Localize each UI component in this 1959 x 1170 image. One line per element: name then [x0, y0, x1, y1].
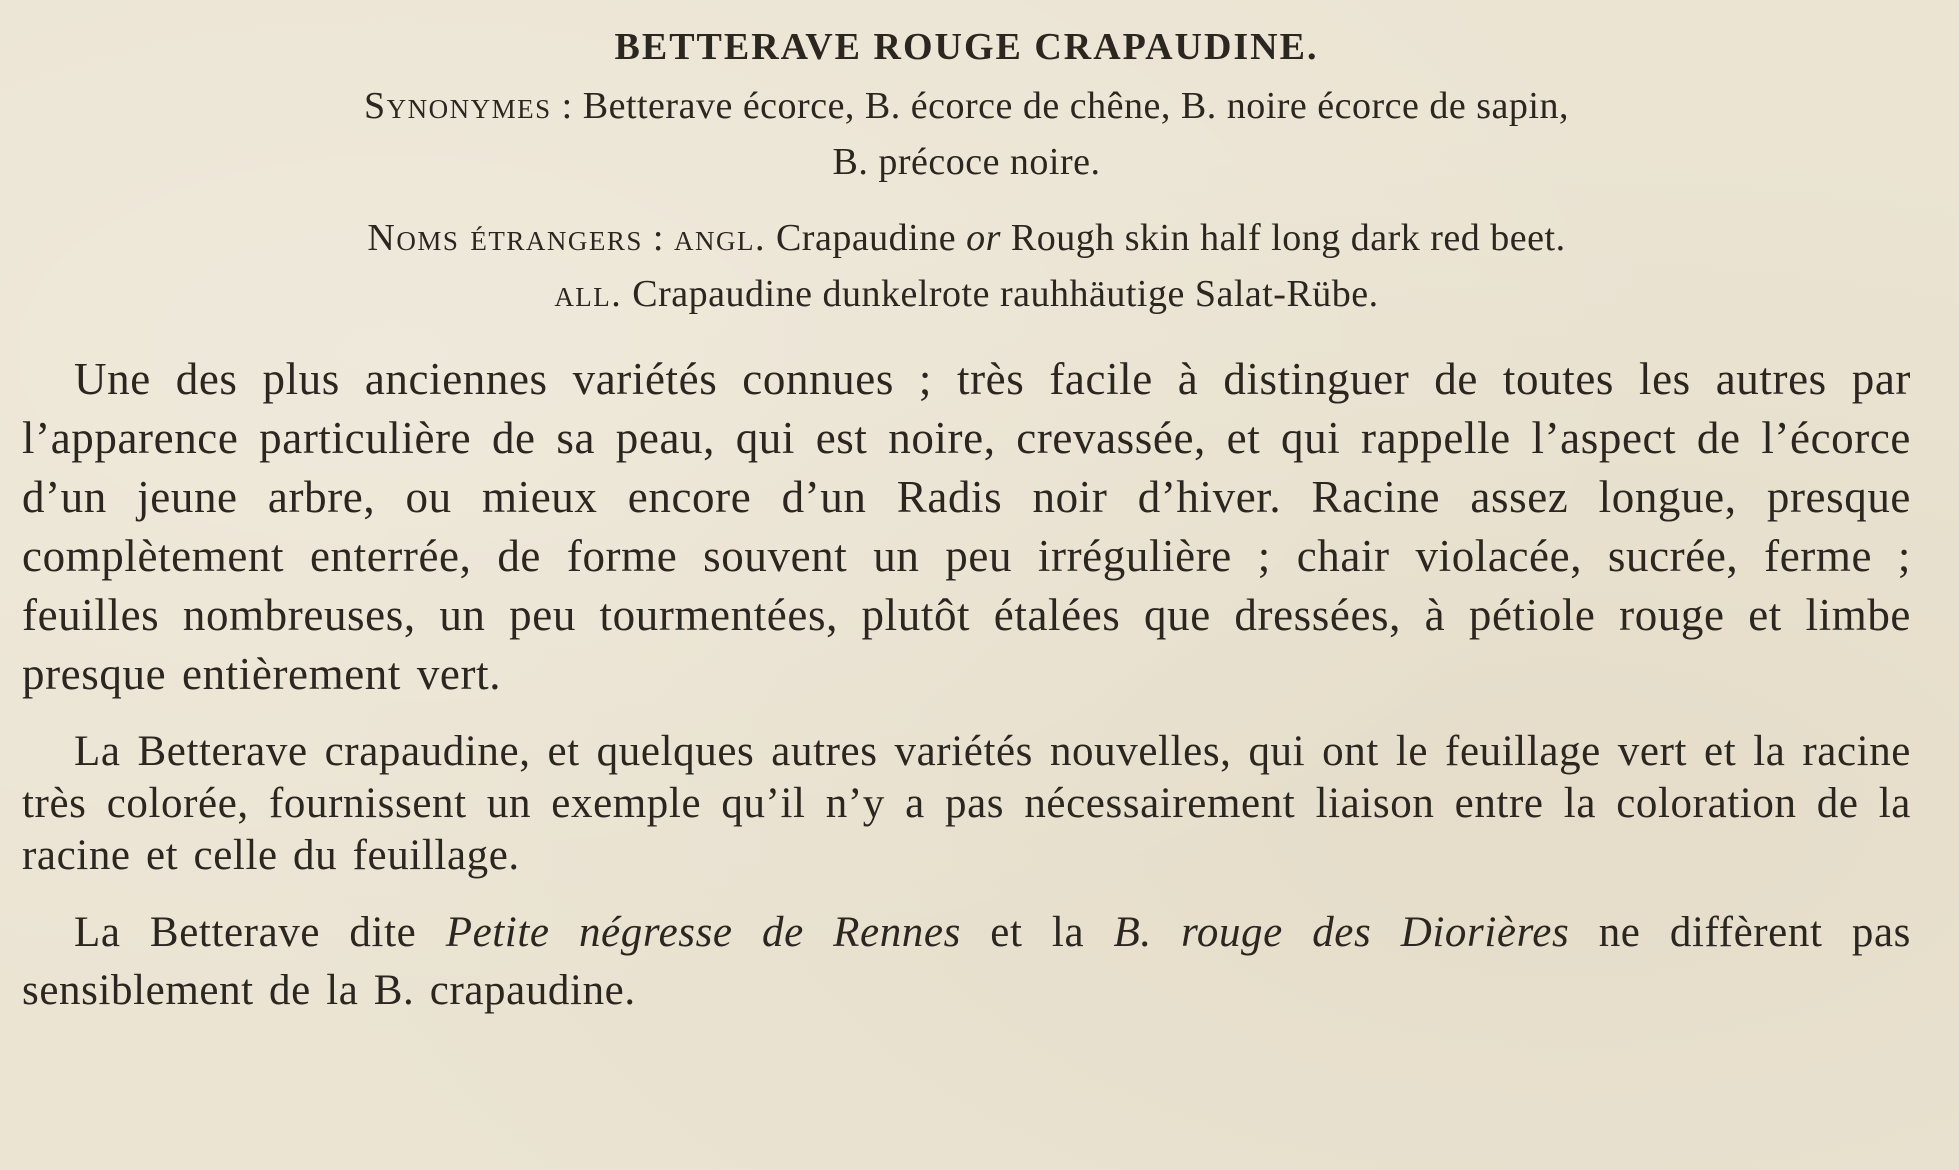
- p3-text-c: ne diffèrent pas sensiblement de la B. crapaudine.: [22, 909, 1912, 1014]
- foreign-names-line-2: [22, 266, 1911, 322]
- angl-text-b: Rough skin half long dark red beet.: [1000, 217, 1566, 259]
- foreign-names-separator: :: [642, 217, 674, 259]
- foreign-names-line-1: [22, 210, 1911, 266]
- all-label: all.: [554, 273, 623, 315]
- synonyms-text-1: Betterave écorce, B. écorce de chêne, B. noire écorce de sapin,: [582, 85, 1569, 127]
- synonyms-line-1: [22, 78, 1911, 134]
- angl-or: or: [966, 217, 1001, 259]
- p3-text-a: La Betterave dite: [74, 909, 446, 956]
- synonyms-line-2: [22, 134, 1911, 190]
- p3-variety-1: Petite négresse de Rennes: [445, 909, 961, 956]
- p3-text-b: et la: [960, 909, 1114, 956]
- angl-label: angl.: [673, 217, 766, 259]
- paragraph-description: Une des plus anciennes variétés connues ; très facile à distinguer de toutes les autres par l’apparence particulière de sa peau, qui est noire, crevassée, et qui rappelle l’aspect de l’écorce d’un jeune arbre, ou mieux encore d’un Radis noir d’hiver. Racine assez longue, presque complètement enterrée, de forme souvent un peu irrégulière ; chair violacée, sucrée, ferme ; feuilles nombreuses, un peu tourmentées, plutôt étalées que dressées, à pétiole rouge et limbe presque entièrement vert.: [22, 354, 1911, 699]
- paragraph-similar-varieties: [22, 904, 1911, 1020]
- all-text: Crapaudine dunkelrote rauhhäutige Salat-Rübe.: [622, 273, 1379, 315]
- synonyms-text-2: B. précoce noire.: [832, 141, 1101, 183]
- page-title: BETTERAVE ROUGE CRAPAUDINE.: [614, 26, 1319, 68]
- angl-text-a: Crapaudine: [765, 217, 967, 259]
- synonyms-label: Synonymes: [364, 85, 552, 127]
- synonyms-separator: :: [551, 85, 583, 127]
- paragraph-foliage-note: La Betterave crapaudine, et quelques autres variétés nouvelles, qui ont le feuillage vert et la racine très colorée, fournissent un exemple qu’il n’y a pas nécessairement liaison entre la coloration de la racine et celle du feuillage.: [22, 728, 1911, 879]
- foreign-names-label: Noms étrangers: [367, 217, 643, 259]
- p3-variety-2: B. rouge des Diorières: [1113, 909, 1570, 956]
